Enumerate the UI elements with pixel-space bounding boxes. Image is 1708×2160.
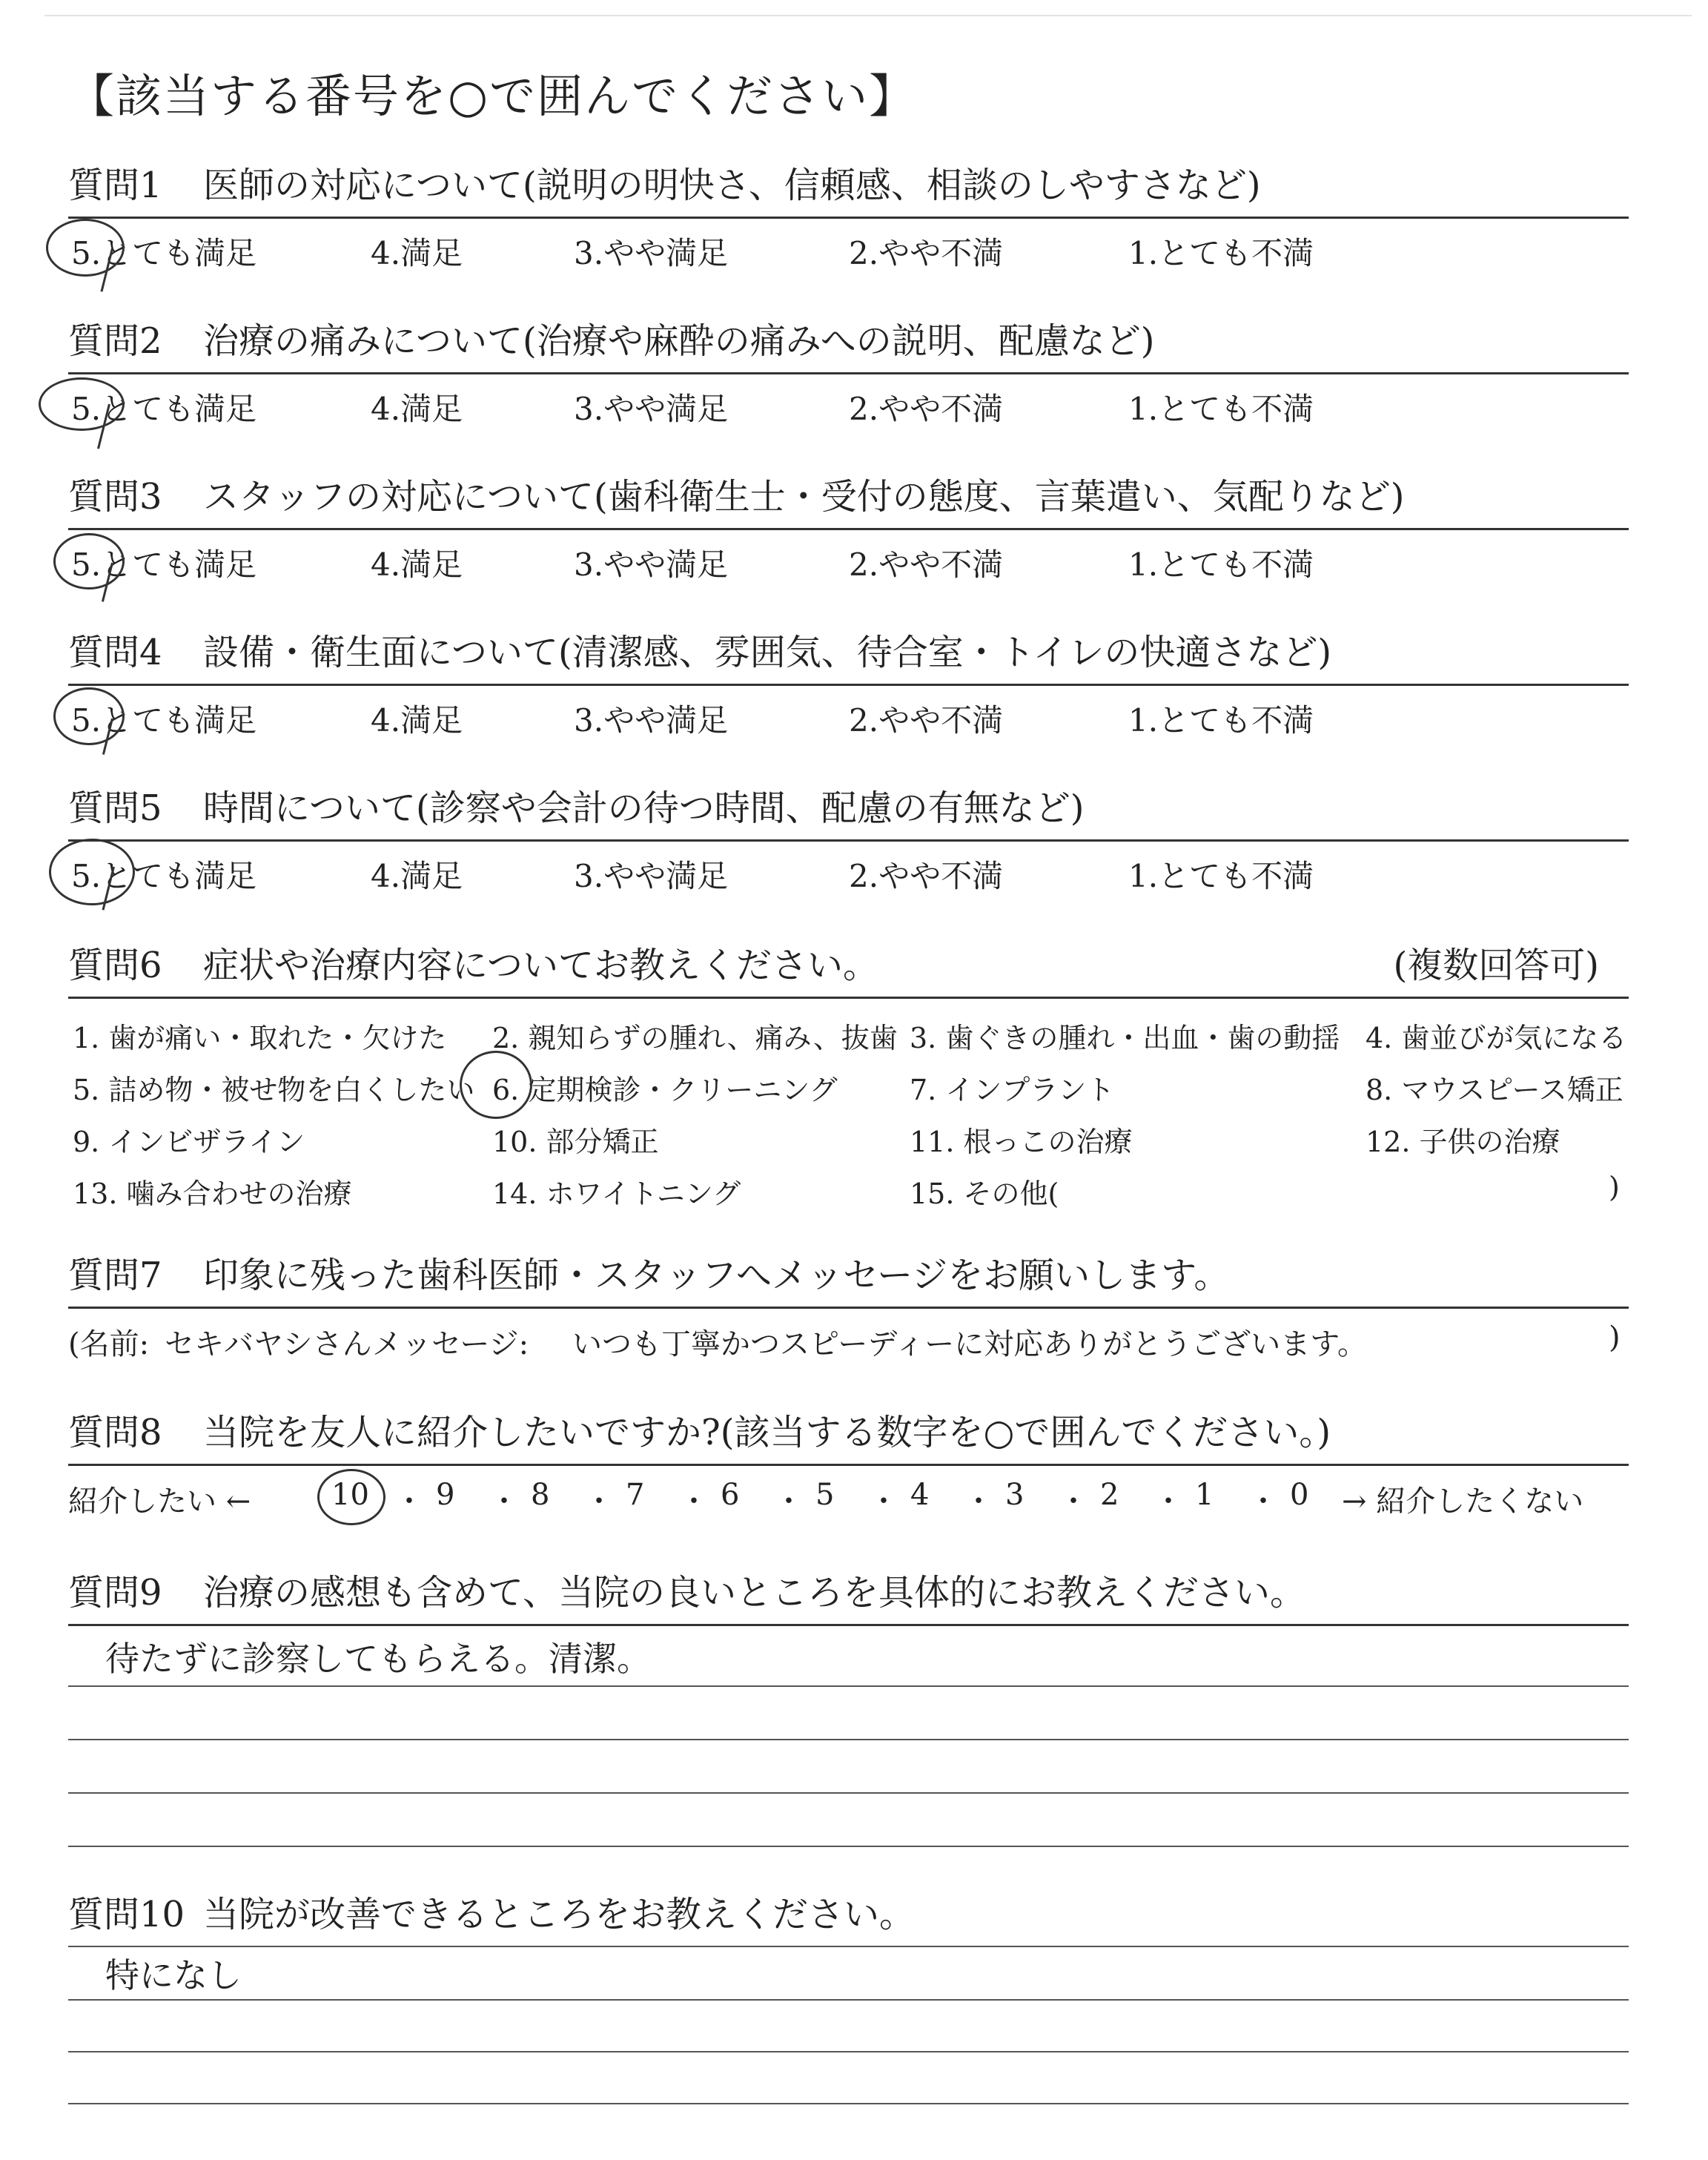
option-3[interactable]: 3.やや満足 bbox=[574, 391, 729, 427]
option-5[interactable]: 5.とても満足 bbox=[71, 702, 257, 739]
selection-circle bbox=[317, 1469, 385, 1525]
ruled-line bbox=[68, 1999, 1629, 2001]
scale-dot: ・ bbox=[1059, 1484, 1088, 1519]
question-number: 質問2 bbox=[68, 320, 162, 362]
scale-0[interactable]: 0 bbox=[1290, 1478, 1309, 1512]
option-4[interactable]: 4.満足 bbox=[371, 235, 463, 271]
symptom-option-8[interactable]: 8. マウスピース矯正 bbox=[1366, 1074, 1623, 1106]
option-4[interactable]: 4.満足 bbox=[371, 702, 463, 739]
question-text: 時間について(診察や会計の待つ時間、配慮の有無など) bbox=[203, 787, 1085, 829]
scale-right-label: → 紹介したくない bbox=[1342, 1484, 1584, 1519]
symptom-option-15[interactable]: 15. その他( bbox=[910, 1178, 1059, 1210]
recommend-scale bbox=[68, 1466, 1629, 1522]
message-row bbox=[68, 1309, 1629, 1365]
option-4[interactable]: 4.満足 bbox=[371, 391, 463, 427]
ruled-line bbox=[68, 1792, 1629, 1794]
scale-dot: ・ bbox=[964, 1484, 993, 1519]
symptom-option-10[interactable]: 10. 部分矯正 bbox=[492, 1126, 659, 1158]
option-1[interactable]: 1.とても不満 bbox=[1128, 702, 1314, 739]
selection-circle bbox=[46, 219, 125, 277]
question-2 bbox=[68, 311, 1629, 434]
selection-circle bbox=[460, 1051, 532, 1119]
rating-options bbox=[68, 374, 1629, 434]
question-number: 質問5 bbox=[68, 787, 162, 829]
scale-dot: ・ bbox=[1248, 1484, 1278, 1519]
question-number: 質問1 bbox=[68, 165, 162, 206]
selection-circle bbox=[49, 839, 135, 905]
message-label: メッセージ: bbox=[372, 1327, 529, 1361]
symptom-option-5[interactable]: 5. 詰め物・被せ物を白くしたい bbox=[73, 1074, 475, 1106]
scale-dot: ・ bbox=[394, 1484, 424, 1519]
scale-9[interactable]: 9 bbox=[436, 1478, 455, 1512]
answer-text[interactable]: 待たずに診察してもらえる。清潔。 bbox=[105, 1639, 651, 1679]
question-number: 質問4 bbox=[68, 632, 162, 673]
symptom-option-11[interactable]: 11. 根っこの治療 bbox=[910, 1126, 1133, 1158]
option-1[interactable]: 1.とても不満 bbox=[1128, 546, 1314, 583]
symptom-option-7[interactable]: 7. インプラント bbox=[910, 1074, 1115, 1106]
question-text: 治療の感想も含めて、当院の良いところを具体的にお教えください。 bbox=[203, 1572, 1306, 1614]
question-number: 質問10 bbox=[68, 1894, 185, 1935]
question-text: スタッフの対応について(歯科衛生士・受付の態度、言葉遣い、気配りなど) bbox=[203, 476, 1405, 518]
scale-3[interactable]: 3 bbox=[1005, 1478, 1025, 1512]
question-6 bbox=[68, 936, 1629, 1214]
page-title: 【該当する番号を○で囲んでください】 bbox=[68, 69, 917, 123]
scale-4[interactable]: 4 bbox=[910, 1478, 930, 1512]
symptom-option-2[interactable]: 2. 親知らずの腫れ、痛み、抜歯 bbox=[492, 1022, 898, 1054]
question-9 bbox=[68, 1563, 1629, 1915]
answer-lines bbox=[68, 1947, 1629, 2155]
rating-options bbox=[68, 842, 1629, 901]
question-7 bbox=[68, 1246, 1629, 1365]
symptom-option-14[interactable]: 14. ホワイトニング bbox=[492, 1178, 741, 1210]
option-2[interactable]: 2.やや不満 bbox=[849, 858, 1004, 894]
question-1 bbox=[68, 156, 1629, 278]
option-1[interactable]: 1.とても不満 bbox=[1128, 235, 1314, 271]
scale-8[interactable]: 8 bbox=[531, 1478, 550, 1512]
question-number: 質問7 bbox=[68, 1255, 162, 1296]
option-3[interactable]: 3.やや満足 bbox=[574, 858, 729, 894]
answer-text[interactable]: 特になし bbox=[105, 1955, 242, 1995]
question-8 bbox=[68, 1403, 1629, 1522]
question-text: 印象に残った歯科医師・スタッフへメッセージをお願いします。 bbox=[203, 1255, 1230, 1296]
answer-lines bbox=[68, 1626, 1629, 1915]
question-number: 質問8 bbox=[68, 1412, 162, 1453]
question-number: 質問9 bbox=[68, 1572, 162, 1614]
scale-10[interactable]: 10 bbox=[331, 1478, 369, 1512]
option-2[interactable]: 2.やや不満 bbox=[849, 702, 1004, 739]
name-label: (名前: bbox=[68, 1327, 150, 1361]
option-3[interactable]: 3.やや満足 bbox=[574, 546, 729, 583]
rating-options bbox=[68, 686, 1629, 745]
scale-1[interactable]: 1 bbox=[1195, 1478, 1214, 1512]
symptom-option-4[interactable]: 4. 歯並びが気になる bbox=[1366, 1022, 1627, 1054]
symptom-option-13[interactable]: 13. 噛み合わせの治療 bbox=[73, 1178, 352, 1210]
scale-5[interactable]: 5 bbox=[815, 1478, 835, 1512]
multiple-answers-note: (複数回答可) bbox=[1393, 945, 1599, 986]
top-rule bbox=[44, 15, 1692, 16]
name-value[interactable]: セキバヤシさん bbox=[165, 1327, 372, 1361]
question-number: 質問3 bbox=[68, 476, 162, 518]
selection-circle bbox=[53, 533, 125, 589]
symptom-option-1[interactable]: 1. 歯が痛い・取れた・欠けた bbox=[73, 1022, 447, 1054]
option-5[interactable]: 5.とても満足 bbox=[71, 858, 257, 894]
symptom-option-3[interactable]: 3. 歯ぐきの腫れ・出血・歯の動揺 bbox=[910, 1022, 1340, 1054]
option-2[interactable]: 2.やや不満 bbox=[849, 391, 1004, 427]
option-4[interactable]: 4.満足 bbox=[371, 546, 463, 583]
option-5[interactable]: 5.とても満足 bbox=[71, 391, 257, 427]
ruled-line bbox=[68, 1846, 1629, 1847]
option-2[interactable]: 2.やや不満 bbox=[849, 546, 1004, 583]
scale-dot: ・ bbox=[869, 1484, 898, 1519]
question-4 bbox=[68, 623, 1629, 745]
option-2[interactable]: 2.やや不満 bbox=[849, 235, 1004, 271]
symptom-option-6[interactable]: 6. 定期検診・クリーニング bbox=[492, 1074, 838, 1106]
scale-dot: ・ bbox=[584, 1484, 614, 1519]
ruled-line bbox=[68, 2051, 1629, 2052]
question-text: 治療の痛みについて(治療や麻酔の痛みへの説明、配慮など) bbox=[203, 320, 1155, 362]
option-1[interactable]: 1.とても不満 bbox=[1128, 391, 1314, 427]
scale-6[interactable]: 6 bbox=[721, 1478, 740, 1512]
question-text: 当院を友人に紹介したいですか?(該当する数字を○で囲んでください。) bbox=[203, 1412, 1331, 1453]
rating-options bbox=[68, 219, 1629, 278]
scale-7[interactable]: 7 bbox=[626, 1478, 645, 1512]
ruled-line bbox=[68, 1739, 1629, 1740]
option-5[interactable]: 5.とても満足 bbox=[71, 546, 257, 583]
rating-options bbox=[68, 530, 1629, 589]
question-5 bbox=[68, 779, 1629, 901]
symptom-options bbox=[68, 999, 1629, 1214]
scale-dot: ・ bbox=[489, 1484, 519, 1519]
scale-dot: ・ bbox=[679, 1484, 709, 1519]
question-text: 当院が改善できるところをお教えください。 bbox=[203, 1894, 916, 1935]
option-5[interactable]: 5.とても満足 bbox=[71, 235, 257, 271]
message-close-paren: ) bbox=[1609, 1321, 1621, 1355]
option-1[interactable]: 1.とても不満 bbox=[1128, 858, 1314, 894]
question-text: 設備・衛生面について(清潔感、雰囲気、待合室・トイレの快適さなど) bbox=[203, 632, 1332, 673]
option-3[interactable]: 3.やや満足 bbox=[574, 702, 729, 739]
selection-circle bbox=[39, 377, 125, 431]
scale-dot: ・ bbox=[774, 1484, 804, 1519]
scale-2[interactable]: 2 bbox=[1100, 1478, 1119, 1512]
question-text: 症状や治療内容についてお教えください。 bbox=[203, 945, 879, 986]
question-10 bbox=[68, 1885, 1629, 2155]
other-close-paren: ) bbox=[1609, 1171, 1620, 1203]
selection-circle bbox=[53, 687, 125, 745]
ruled-line bbox=[68, 1685, 1629, 1687]
question-number: 質問6 bbox=[68, 945, 162, 986]
question-3 bbox=[68, 467, 1629, 589]
scale-left-label: 紹介したい ← bbox=[68, 1484, 251, 1519]
option-4[interactable]: 4.満足 bbox=[371, 858, 463, 894]
scale-dot: ・ bbox=[1153, 1484, 1183, 1519]
symptom-option-12[interactable]: 12. 子供の治療 bbox=[1366, 1126, 1560, 1158]
option-3[interactable]: 3.やや満足 bbox=[574, 235, 729, 271]
question-text: 医師の対応について(説明の明快さ、信頼感、相談のしやすさなど) bbox=[203, 165, 1261, 206]
message-value[interactable]: いつも丁寧かつスピーディーに対応ありがとうございます。 bbox=[572, 1327, 1367, 1361]
symptom-option-9[interactable]: 9. インビザライン bbox=[73, 1126, 305, 1158]
ruled-line bbox=[68, 2103, 1629, 2104]
